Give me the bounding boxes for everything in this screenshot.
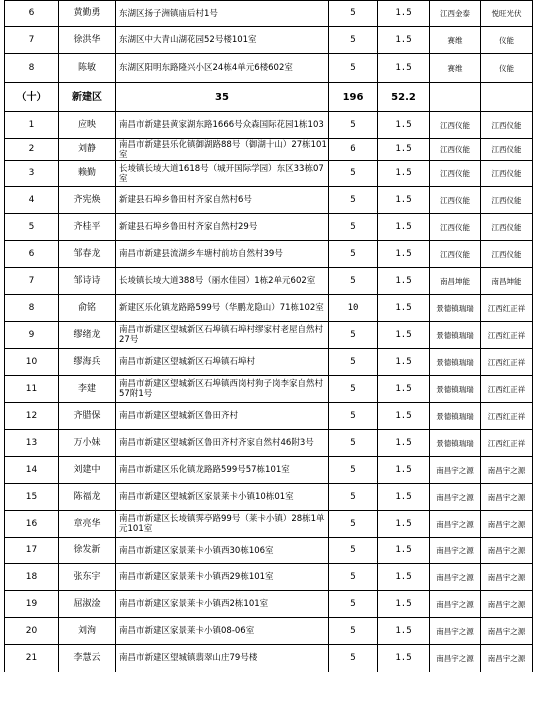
- address: 南昌市新建区长堎镇霁亭路99号（莱卡小镇）28栋1单元101室: [116, 511, 329, 538]
- value-2: 1.5: [378, 511, 430, 538]
- row-index: 11: [5, 376, 59, 403]
- table-row: [5, 322, 533, 349]
- value-2: 1.5: [378, 457, 430, 484]
- company-1: 景德镇瑞瑞: [430, 403, 481, 430]
- value-2: 1.5: [378, 27, 430, 54]
- table-row: [5, 1, 533, 27]
- value-2: 1.5: [378, 564, 430, 591]
- company-1: 赛维: [430, 27, 481, 54]
- company-2: 南昌宇之源: [481, 457, 533, 484]
- table-row: [5, 268, 533, 295]
- row-index: 15: [5, 484, 59, 511]
- table-row: [5, 645, 533, 672]
- person-name: 屈淑淦: [59, 591, 116, 618]
- value-1: 10: [329, 295, 378, 322]
- address: 南昌市新建区家景莱卡小镇08-06室: [116, 618, 329, 645]
- row-index: 21: [5, 645, 59, 672]
- company-2: 江西仪能: [481, 161, 533, 187]
- value-1: 5: [329, 564, 378, 591]
- address: 东湖区阳明东路隆兴小区24栋4单元6楼602室: [116, 54, 329, 83]
- person-name: 缪海兵: [59, 349, 116, 376]
- row-index: 17: [5, 538, 59, 564]
- person-name: 赖勤: [59, 161, 116, 187]
- value-1: 5: [329, 322, 378, 349]
- address: 南昌市新建区望城新区石埠镇西岗村狗子岗李家自然村57附1号: [116, 376, 329, 403]
- person-name: 缪绪龙: [59, 322, 116, 349]
- company-1: 江西仪能: [430, 241, 481, 268]
- summary-row: [5, 83, 533, 112]
- value-1: 5: [329, 112, 378, 139]
- value-1: 5: [329, 376, 378, 403]
- value-2: 1.5: [378, 268, 430, 295]
- summary-empty-2: [481, 83, 533, 112]
- table-row: [5, 241, 533, 268]
- value-1: 5: [329, 349, 378, 376]
- person-name: 邹诗诗: [59, 268, 116, 295]
- company-1: 景德镇瑞瑞: [430, 430, 481, 457]
- table-row: [5, 295, 533, 322]
- company-2: 仪能: [481, 27, 533, 54]
- row-index: 12: [5, 403, 59, 430]
- address: 新建县石埠乡鲁田村齐家自然村29号: [116, 214, 329, 241]
- value-2: 1.5: [378, 403, 430, 430]
- row-index: 18: [5, 564, 59, 591]
- person-name: 黄勤勇: [59, 1, 116, 27]
- person-name: 齐桂平: [59, 214, 116, 241]
- table-row: [5, 430, 533, 457]
- company-1: 南昌宇之源: [430, 564, 481, 591]
- company-2: 悦旺光伏: [481, 1, 533, 27]
- person-name: 徐洪华: [59, 27, 116, 54]
- company-2: 仪能: [481, 54, 533, 83]
- table-row: [5, 403, 533, 430]
- company-2: 江西红正祥: [481, 349, 533, 376]
- summary-index: （十）: [5, 83, 59, 112]
- company-2: 南昌宇之源: [481, 564, 533, 591]
- person-name: 齐腊保: [59, 403, 116, 430]
- person-name: 万小妹: [59, 430, 116, 457]
- value-1: 5: [329, 268, 378, 295]
- table-row: [5, 139, 533, 161]
- value-2: 1.5: [378, 187, 430, 214]
- value-2: 1.5: [378, 1, 430, 27]
- company-2: 南昌宇之源: [481, 538, 533, 564]
- row-index: 1: [5, 112, 59, 139]
- person-name: 齐宪焕: [59, 187, 116, 214]
- value-1: 5: [329, 538, 378, 564]
- company-1: 江西仪能: [430, 112, 481, 139]
- row-index: 10: [5, 349, 59, 376]
- value-2: 1.5: [378, 376, 430, 403]
- value-1: 5: [329, 618, 378, 645]
- row-index: 20: [5, 618, 59, 645]
- company-2: 南昌坤能: [481, 268, 533, 295]
- address: 南昌市新建区望城新区鲁田齐村齐家自然村46附3号: [116, 430, 329, 457]
- value-1: 5: [329, 511, 378, 538]
- row-index: 8: [5, 295, 59, 322]
- value-1: 5: [329, 430, 378, 457]
- table-body: [5, 1, 533, 672]
- table-row: [5, 54, 533, 83]
- company-2: 江西红正祥: [481, 376, 533, 403]
- company-1: 南昌宇之源: [430, 457, 481, 484]
- value-2: 1.5: [378, 538, 430, 564]
- table-row: [5, 27, 533, 54]
- row-index: 9: [5, 322, 59, 349]
- company-1: 南昌宇之源: [430, 538, 481, 564]
- value-2: 1.5: [378, 139, 430, 161]
- value-1: 5: [329, 241, 378, 268]
- company-1: 景德镇瑞瑞: [430, 322, 481, 349]
- company-1: 南昌宇之源: [430, 484, 481, 511]
- company-2: 江西仪能: [481, 214, 533, 241]
- company-1: 南昌坤能: [430, 268, 481, 295]
- company-1: 江西仪能: [430, 214, 481, 241]
- address: 新建县石埠乡鲁田村齐家自然村6号: [116, 187, 329, 214]
- row-index: 8: [5, 54, 59, 83]
- data-table: [4, 0, 533, 672]
- row-index: 19: [5, 591, 59, 618]
- row-index: 5: [5, 214, 59, 241]
- person-name: 邹春龙: [59, 241, 116, 268]
- table-row: [5, 591, 533, 618]
- value-2: 1.5: [378, 430, 430, 457]
- value-2: 1.5: [378, 241, 430, 268]
- person-name: 李慧云: [59, 645, 116, 672]
- address: 新建区乐化镇龙路路599号（华鹏龙隐山）71栋102室: [116, 295, 329, 322]
- value-2: 1.5: [378, 645, 430, 672]
- company-1: 江西仪能: [430, 161, 481, 187]
- address: 南昌市新建县流湖乡车塘村前坊自然村39号: [116, 241, 329, 268]
- value-1: 5: [329, 484, 378, 511]
- person-name: 刘静: [59, 139, 116, 161]
- person-name: 陈福龙: [59, 484, 116, 511]
- person-name: 徐发新: [59, 538, 116, 564]
- table-row: [5, 376, 533, 403]
- person-name: 应映: [59, 112, 116, 139]
- person-name: 刘洵: [59, 618, 116, 645]
- table-row: [5, 214, 533, 241]
- address: 南昌市新建区望城新区石埠镇石埠村: [116, 349, 329, 376]
- person-name: 刘建中: [59, 457, 116, 484]
- company-1: 南昌宇之源: [430, 591, 481, 618]
- summary-total-2: 52.2: [378, 83, 430, 112]
- address: 长堎镇长堎大道1618号（城开国际学园）东区33栋07室: [116, 161, 329, 187]
- address: 东湖区扬子洲镇庙后村1号: [116, 1, 329, 27]
- address: 南昌市新建区望城新区石埠镇石埠村缪家村老屋自然村27号: [116, 322, 329, 349]
- company-2: 江西红正祥: [481, 295, 533, 322]
- row-index: 6: [5, 1, 59, 27]
- company-2: 江西仪能: [481, 187, 533, 214]
- summary-empty-1: [430, 83, 481, 112]
- company-2: 南昌宇之源: [481, 484, 533, 511]
- address: 南昌市新建区乐化镇龙路路599号57栋101室: [116, 457, 329, 484]
- table-row: [5, 484, 533, 511]
- row-index: 6: [5, 241, 59, 268]
- company-1: 景德镇瑞瑞: [430, 376, 481, 403]
- value-1: 5: [329, 161, 378, 187]
- value-1: 5: [329, 27, 378, 54]
- address: 南昌市新建县黄家湖东路1666号众森国际花园1栋103: [116, 112, 329, 139]
- summary-count: 35: [116, 83, 329, 112]
- row-index: 2: [5, 139, 59, 161]
- company-2: 南昌宇之源: [481, 645, 533, 672]
- value-1: 5: [329, 187, 378, 214]
- value-1: 6: [329, 139, 378, 161]
- person-name: 李建: [59, 376, 116, 403]
- table-row: [5, 349, 533, 376]
- table-row: [5, 112, 533, 139]
- company-1: 南昌宇之源: [430, 511, 481, 538]
- table-row: [5, 187, 533, 214]
- value-1: 5: [329, 403, 378, 430]
- value-2: 1.5: [378, 161, 430, 187]
- table-row: [5, 457, 533, 484]
- address: 南昌市新建区家景莱卡小镇西29栋101室: [116, 564, 329, 591]
- company-1: 南昌宇之源: [430, 645, 481, 672]
- value-2: 1.5: [378, 112, 430, 139]
- person-name: 陈敏: [59, 54, 116, 83]
- summary-district: 新建区: [59, 83, 116, 112]
- company-2: 江西仪能: [481, 139, 533, 161]
- address: 南昌市新建区望城新区家景莱卡小镇10栋01室: [116, 484, 329, 511]
- value-2: 1.5: [378, 591, 430, 618]
- row-index: 4: [5, 187, 59, 214]
- company-1: 江西仪能: [430, 187, 481, 214]
- value-1: 5: [329, 645, 378, 672]
- person-name: 章亮华: [59, 511, 116, 538]
- value-2: 1.5: [378, 54, 430, 83]
- table-row: [5, 161, 533, 187]
- address: 南昌市新建区望城镇翡翠山庄79号楼: [116, 645, 329, 672]
- row-index: 7: [5, 27, 59, 54]
- person-name: 俞铭: [59, 295, 116, 322]
- address: 南昌市新建区家景莱卡小镇西2栋101室: [116, 591, 329, 618]
- person-name: 张东宇: [59, 564, 116, 591]
- company-2: 江西红正祥: [481, 322, 533, 349]
- row-index: 14: [5, 457, 59, 484]
- row-index: 13: [5, 430, 59, 457]
- value-2: 1.5: [378, 214, 430, 241]
- company-2: 南昌宇之源: [481, 591, 533, 618]
- address: 南昌市新建区家景莱卡小镇西30栋106室: [116, 538, 329, 564]
- value-2: 1.5: [378, 322, 430, 349]
- company-2: 江西仪能: [481, 112, 533, 139]
- table-row: [5, 618, 533, 645]
- company-2: 江西仪能: [481, 241, 533, 268]
- address: 南昌市新建县乐化镇御湖路88号（御湖十山）27栋101室: [116, 139, 329, 161]
- company-2: 江西红正祥: [481, 430, 533, 457]
- value-2: 1.5: [378, 618, 430, 645]
- row-index: 16: [5, 511, 59, 538]
- summary-total-1: 196: [329, 83, 378, 112]
- company-1: 江西金泰: [430, 1, 481, 27]
- table-row: [5, 564, 533, 591]
- company-2: 南昌宇之源: [481, 618, 533, 645]
- value-2: 1.5: [378, 484, 430, 511]
- value-1: 5: [329, 214, 378, 241]
- address: 南昌市新建区望城新区鲁田齐村: [116, 403, 329, 430]
- address: 长堎镇长堎大道388号（丽水佳园）1栋2单元602室: [116, 268, 329, 295]
- company-1: 江西仪能: [430, 139, 481, 161]
- table-row: [5, 511, 533, 538]
- value-2: 1.5: [378, 349, 430, 376]
- company-1: 南昌宇之源: [430, 618, 481, 645]
- value-1: 5: [329, 54, 378, 83]
- company-1: 赛维: [430, 54, 481, 83]
- company-1: 景德镇瑞瑞: [430, 349, 481, 376]
- row-index: 3: [5, 161, 59, 187]
- company-2: 南昌宇之源: [481, 511, 533, 538]
- value-1: 5: [329, 591, 378, 618]
- table-row: [5, 538, 533, 564]
- value-2: 1.5: [378, 295, 430, 322]
- value-1: 5: [329, 1, 378, 27]
- company-1: 景德镇瑞瑞: [430, 295, 481, 322]
- company-2: 江西红正祥: [481, 403, 533, 430]
- row-index: 7: [5, 268, 59, 295]
- address: 东湖区中大青山湖花园52号楼101室: [116, 27, 329, 54]
- value-1: 5: [329, 457, 378, 484]
